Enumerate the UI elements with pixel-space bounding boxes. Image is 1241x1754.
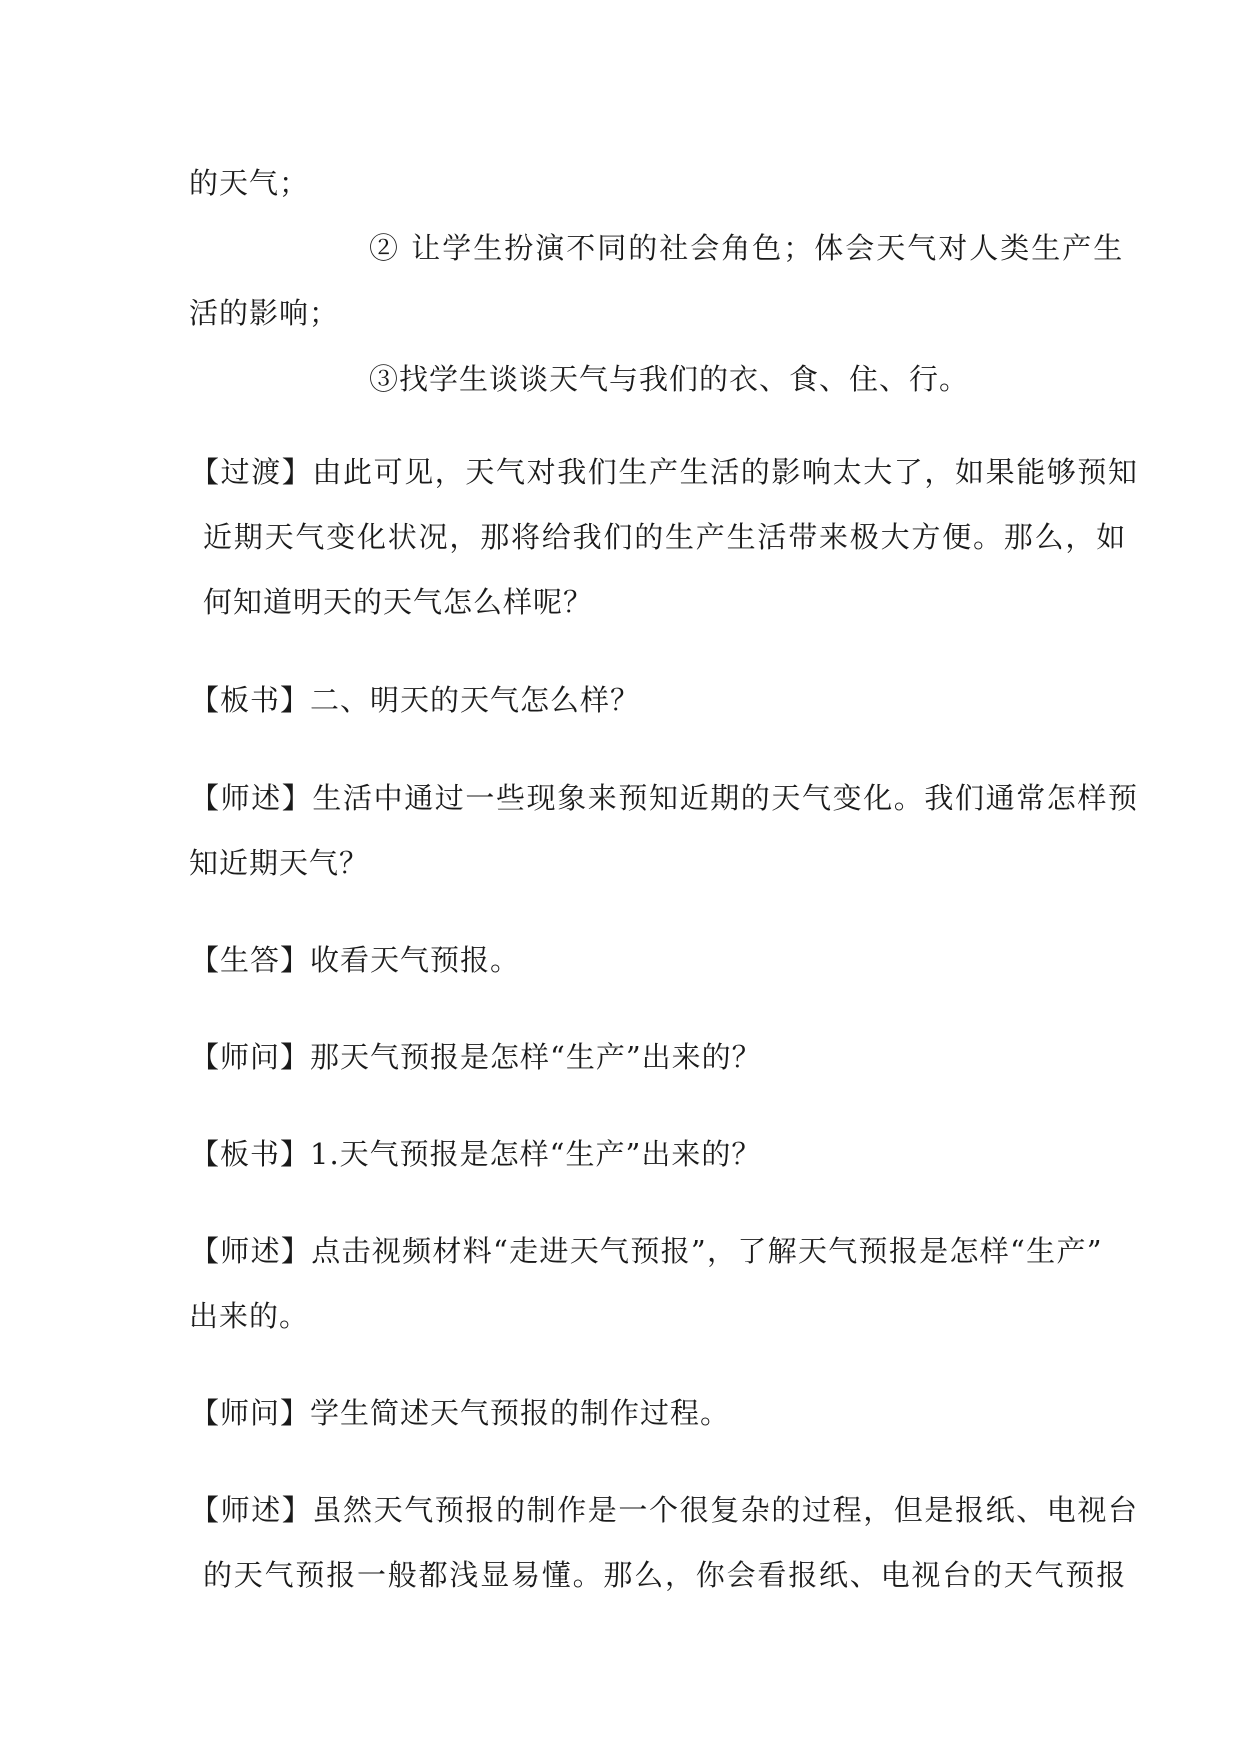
text-line-board-heading-2: 【板书】二、明天的天气怎么样？ bbox=[190, 683, 641, 717]
text-line-role-play-item: ② 让学生扮演不同的社会角色；体会天气对人类生产生 bbox=[369, 231, 1125, 265]
text-line-transition-continued: 近期天气变化状况，那将给我们的生产生活带来极大方便。那么，如 bbox=[203, 520, 1128, 554]
text-line-student-answer: 【生答】收看天气预报。 bbox=[190, 943, 521, 977]
text-line-weather-continued: 的天气； bbox=[189, 166, 310, 200]
text-line-discussion-item: ③找学生谈谈天气与我们的衣、食、住、行。 bbox=[369, 362, 970, 396]
text-line-teacher-statement-forecast: 【师述】虽然天气预报的制作是一个很复杂的过程，但是报纸、电视台 bbox=[190, 1493, 1139, 1527]
text-line-teacher-question-process: 【师问】学生简述天气预报的制作过程。 bbox=[190, 1396, 731, 1430]
text-line-video-statement-continued: 出来的。 bbox=[189, 1299, 310, 1333]
text-line-board-subheading-1: 【板书】1.天气预报是怎样“生产”出来的？ bbox=[190, 1137, 762, 1171]
text-line-role-play-continued: 活的影响； bbox=[189, 296, 340, 330]
text-line-teacher-statement-forecast-continued: 的天气预报一般都浅显易懂。那么，你会看报纸、电视台的天气预报 bbox=[203, 1558, 1128, 1592]
text-line-teacher-question: 【师问】那天气预报是怎样“生产”出来的？ bbox=[190, 1040, 762, 1074]
text-line-transition: 【过渡】由此可见，天气对我们生产生活的影响太大了，如果能够预知 bbox=[190, 455, 1139, 489]
text-line-teacher-statement-continued: 知近期天气？ bbox=[189, 846, 370, 880]
text-line-transition-end: 何知道明天的天气怎么样呢？ bbox=[203, 585, 594, 619]
text-line-video-statement: 【师述】点击视频材料“走进天气预报”，了解天气预报是怎样“生产” bbox=[190, 1234, 1103, 1268]
text-line-teacher-statement: 【师述】生活中通过一些现象来预知近期的天气变化。我们通常怎样预 bbox=[190, 781, 1139, 815]
